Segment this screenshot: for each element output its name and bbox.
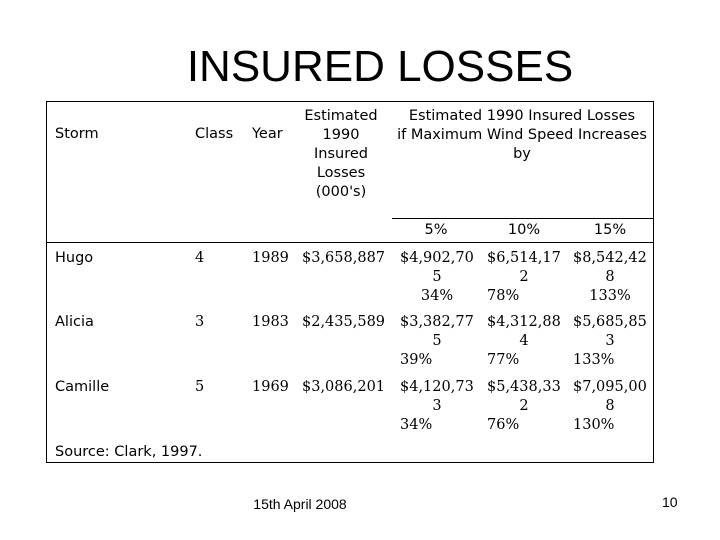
cell-p5-pct: 39%: [400, 352, 433, 368]
footer-date: 15th April 2008: [253, 496, 347, 512]
cell-p15-pct: 130%: [573, 417, 615, 433]
cell-p15-pct: 133%: [573, 352, 615, 368]
slide-title: INSURED LOSSES: [186, 42, 574, 91]
cell-p10-pct: 76%: [487, 417, 520, 433]
header-pct-15: 15%: [593, 222, 627, 238]
header-estimated-line: Estimated: [304, 108, 378, 124]
header-increase-line: if Maximum Wind Speed Increases: [397, 127, 647, 143]
cell-storm: Camille: [55, 379, 110, 395]
header-estimated-line: (000's): [315, 184, 367, 200]
cell-storm: Alicia: [55, 314, 94, 330]
header-divider: [46, 242, 654, 243]
cell-p10-cont: 2: [519, 398, 529, 414]
header-increase-line: Estimated 1990 Insured Losses: [408, 108, 636, 124]
cell-p5: $4,120,73: [400, 379, 474, 395]
header-estimated-line: Insured: [314, 146, 368, 162]
cell-year: 1969: [252, 379, 289, 395]
cell-p5-cont: 3: [432, 398, 442, 414]
cell-p15-pct: 133%: [589, 288, 631, 304]
cell-class: 5: [195, 379, 205, 395]
cell-loss: $3,086,201: [302, 379, 386, 395]
cell-p10: $5,438,33: [487, 379, 561, 395]
cell-p5: $3,382,77: [400, 314, 474, 330]
cell-year: 1989: [252, 250, 289, 266]
cell-p15-cont: 3: [605, 333, 615, 349]
header-pct-5: 5%: [424, 222, 448, 238]
page-number: 10: [662, 494, 678, 510]
cell-p5-cont: 5: [432, 269, 442, 285]
header-storm: Storm: [55, 126, 99, 142]
cell-p10-pct: 77%: [487, 352, 520, 368]
cell-class: 3: [195, 314, 205, 330]
cell-p15: $7,095,00: [573, 379, 647, 395]
source-note: Source: Clark, 1997.: [55, 444, 203, 460]
cell-loss: $3,658,887: [302, 250, 386, 266]
header-class: Class: [195, 126, 234, 142]
cell-storm: Hugo: [55, 250, 94, 266]
cell-p5-cont: 5: [432, 333, 442, 349]
cell-p5-pct: 34%: [400, 417, 433, 433]
cell-p15-cont: 8: [605, 269, 615, 285]
cell-p5: $4,902,70: [400, 250, 474, 266]
cell-p15-cont: 8: [605, 398, 615, 414]
header-estimated-line: Losses: [316, 165, 366, 181]
cell-p10-cont: 2: [519, 269, 529, 285]
header-estimated-line: 1990: [322, 127, 360, 143]
subheader-divider: [392, 218, 654, 219]
header-pct-10: 10%: [507, 222, 541, 238]
cell-p15: $5,685,85: [573, 314, 647, 330]
cell-p10-pct: 78%: [487, 288, 520, 304]
cell-p15: $8,542,42: [573, 250, 647, 266]
cell-p10: $6,514,17: [487, 250, 561, 266]
header-increase-line: by: [513, 146, 531, 162]
cell-p10-cont: 4: [519, 333, 529, 349]
header-year: Year: [252, 126, 283, 142]
cell-loss: $2,435,589: [302, 314, 386, 330]
cell-class: 4: [195, 250, 205, 266]
cell-p10: $4,312,88: [487, 314, 561, 330]
cell-p5-pct: 34%: [420, 288, 454, 304]
cell-year: 1983: [252, 314, 289, 330]
